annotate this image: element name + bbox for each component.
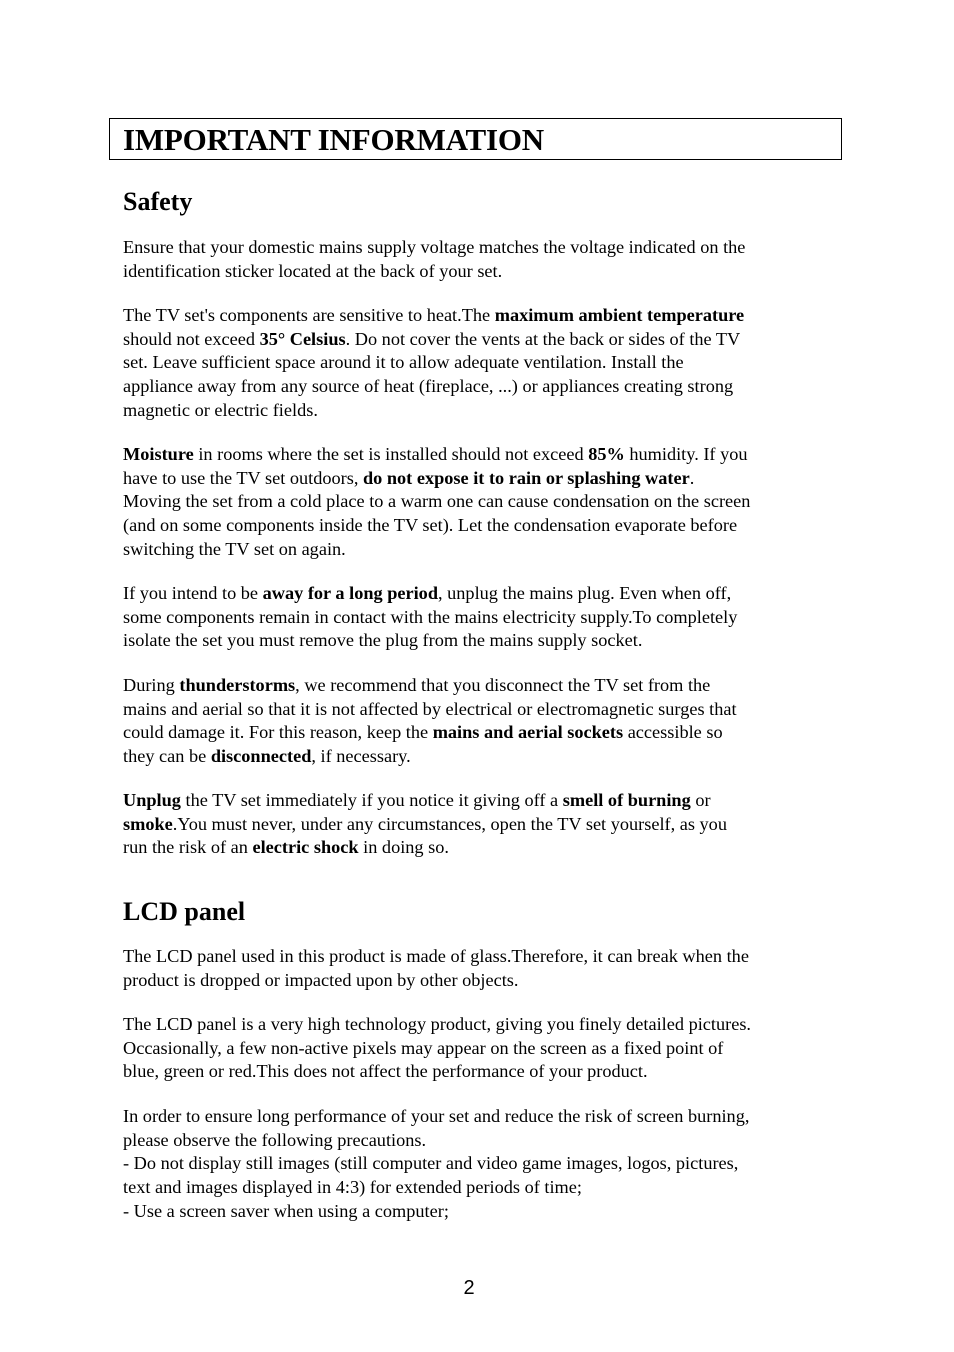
lcd-paragraph-precautions: In order to ensure long performance of your set and reduce the risk of screen burning, please observe the following precautions. - Do not display still images (still computer and video game images, logos, pictures, text and images displayed in 4:3) for extended periods of time; - Use a screen saver when using a computer; — [123, 1106, 750, 1221]
safety-paragraph-voltage: Ensure that your domestic mains supply voltage matches the voltage indicated on the identification sticker located at the back of your set. — [123, 237, 746, 281]
safety-paragraph-unplug: Unplug the TV set immediately if you notice it giving off a smell of burning or smoke.You must never, under any circumstances, open the TV set yourself, as you run the risk of an electric shock in doing so. — [123, 790, 727, 858]
safety-paragraph-heat: The TV set's components are sensitive to heat.The maximum ambient temperature should not exceed 35° Celsius. Do not cover the vents at the back or sides of the TV set. Leave sufficient space around it to allow adequate ventilation. Install the appliance away from any source of heat (fireplace, ...) or appliances creating strong magnetic or electric fields. — [123, 305, 745, 420]
lcd-heading: LCD panel — [123, 897, 246, 926]
safety-paragraph-thunderstorms: During thunderstorms, we recommend that you disconnect the TV set from the mains and aerial so that it is not affected by electrical or electromagnetic surges that could damage it. For this reason, keep the mains and aerial sockets accessible so they can be disconnected, if necessary. — [123, 675, 737, 767]
safety-paragraph-absence: If you intend to be away for a long period, unplug the mains plug. Even when off, some components remain in contact with the mains electricity supply.To completely isolate the set you must remove the plug from the mains supply socket. — [123, 583, 738, 651]
safety-paragraph-moisture: Moisture in rooms where the set is installed should not exceed 85% humidity. If you have to use the TV set outdoors, do not expose it to rain or splashing water. Moving the set from a cold place to a warm one can cause condensation on the screen (and on some components inside the TV set). Let the condensation evaporate before switching the TV set on again. — [123, 444, 751, 559]
safety-heading: Safety — [123, 187, 193, 216]
lcd-paragraph-pixels: The LCD panel is a very high technology product, giving you finely detailed pictures. Occasionally, a few non-active pixels may appear on the screen as a fixed point of blue, green or red.This does not affect the performance of your product. — [123, 1014, 752, 1082]
lcd-paragraph-glass: The LCD panel used in this product is made of glass.Therefore, it can break when the product is dropped or impacted upon by other objects. — [123, 946, 749, 990]
page-number: 2 — [463, 1277, 475, 1299]
page-title: IMPORTANT INFORMATION — [123, 122, 544, 157]
title-box — [109, 118, 842, 160]
